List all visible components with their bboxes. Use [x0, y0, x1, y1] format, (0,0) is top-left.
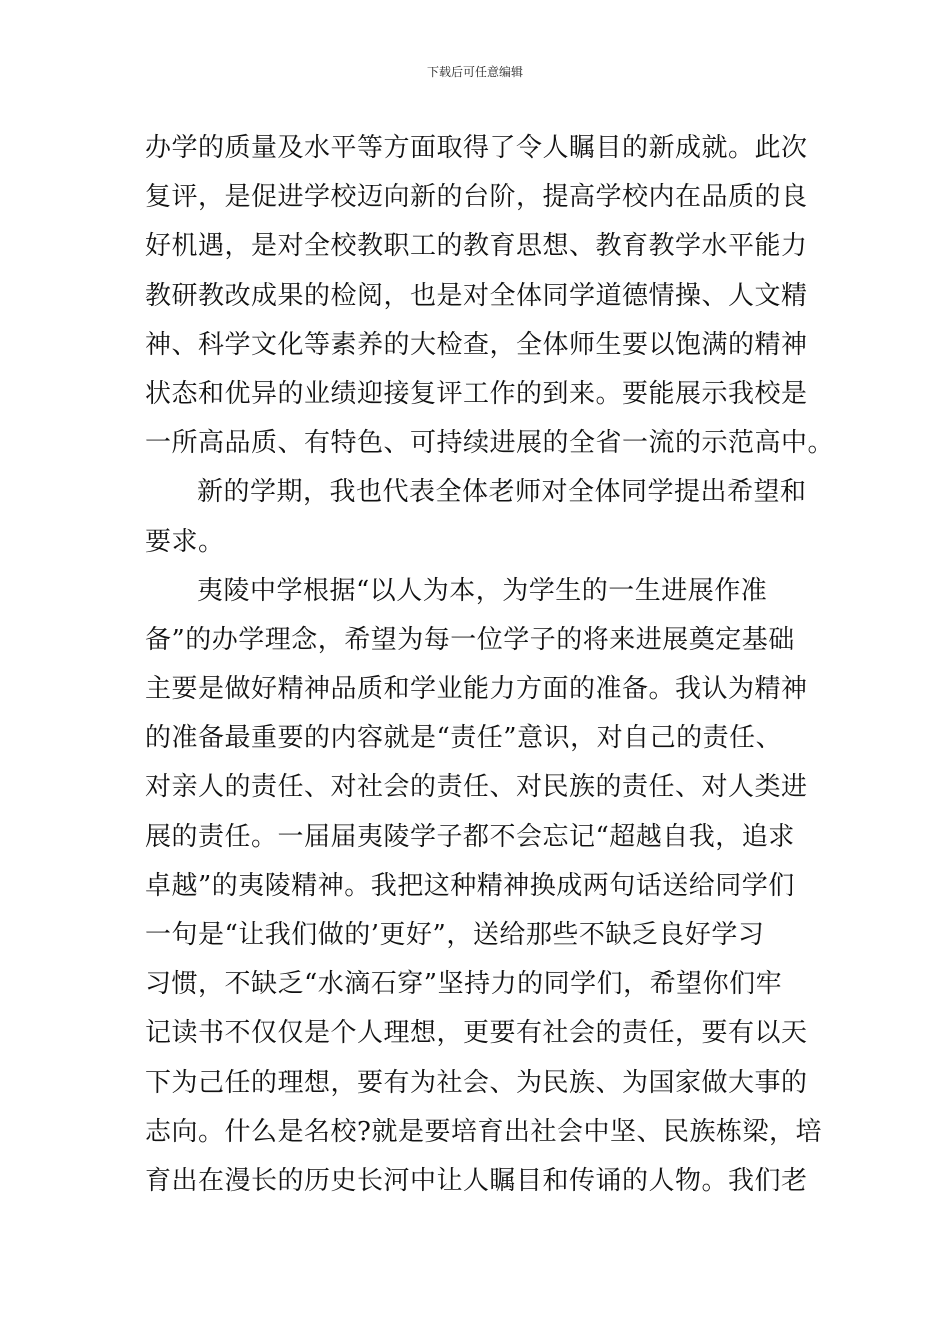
text-line-19: 记读书不仅仅是个人理想，更要有社会的责任，要有以天	[145, 1018, 808, 1049]
text-line-20: 下为己任的理想，要有为社会、为民族、为国家做大事的	[145, 1067, 808, 1098]
text-line-4: 教研教改成果的检阅，也是对全体同学道德情操、人文精	[145, 280, 808, 311]
text-line-18: 习惯，不缺乏“水滴石穿”坚持力的同学们，希望你们牢	[145, 969, 783, 1000]
text-line-14: 对亲人的责任、对社会的责任、对民族的责任、对人类进	[145, 772, 808, 803]
text-line-7: 一所高品质、有特色、可持续进展的全省一流的示范高中。	[145, 428, 835, 459]
text-line-9: 要求。	[145, 526, 225, 557]
text-line-21: 志向。什么是名校?就是要培育出社会中坚、民族栋梁，培	[145, 1116, 822, 1147]
text-line-16: 卓越”的夷陵精神。我把这种精神换成两句话送给同学们	[145, 870, 795, 901]
document-body	[145, 124, 835, 1206]
text-line-12: 主要是做好精神品质和学业能力方面的准备。我认为精神	[145, 674, 808, 705]
page-header: 下载后可任意编辑	[426, 65, 523, 79]
text-line-5: 神、科学文化等素养的大检查，全体师生要以饱满的精神	[145, 329, 808, 360]
text-line-1: 办学的质量及水平等方面取得了令人瞩目的新成就。此次	[145, 133, 808, 163]
text-line-11: 备”的办学理念，希望为每一位学子的将来进展奠定基础	[145, 624, 795, 655]
text-line-22: 育出在漫长的历史长河中让人瞩目和传诵的人物。我们老	[145, 1165, 808, 1196]
text-line-10: 夷陵中学根据“以人为本，为学生的一生进展作准	[197, 575, 768, 606]
text-line-3: 好机遇，是对全校教职工的教育思想、教育教学水平能力	[145, 231, 808, 262]
text-line-17: 一句是“让我们做的’更好”，送给那些不缺乏良好学习	[145, 920, 765, 950]
text-line-13: 的准备最重要的内容就是“责任”意识，对自己的责任、	[145, 723, 783, 754]
text-line-6: 状态和优异的业绩迎接复评工作的到来。要能展示我校是	[145, 378, 808, 409]
text-line-2: 复评，是促进学校迈向新的台阶，提高学校内在品质的良	[145, 182, 808, 213]
text-line-8: 新的学期，我也代表全体老师对全体同学提出希望和	[197, 477, 807, 508]
text-line-15: 展的责任。一届届夷陵学子都不会忘记“超越自我，追求	[145, 821, 795, 852]
